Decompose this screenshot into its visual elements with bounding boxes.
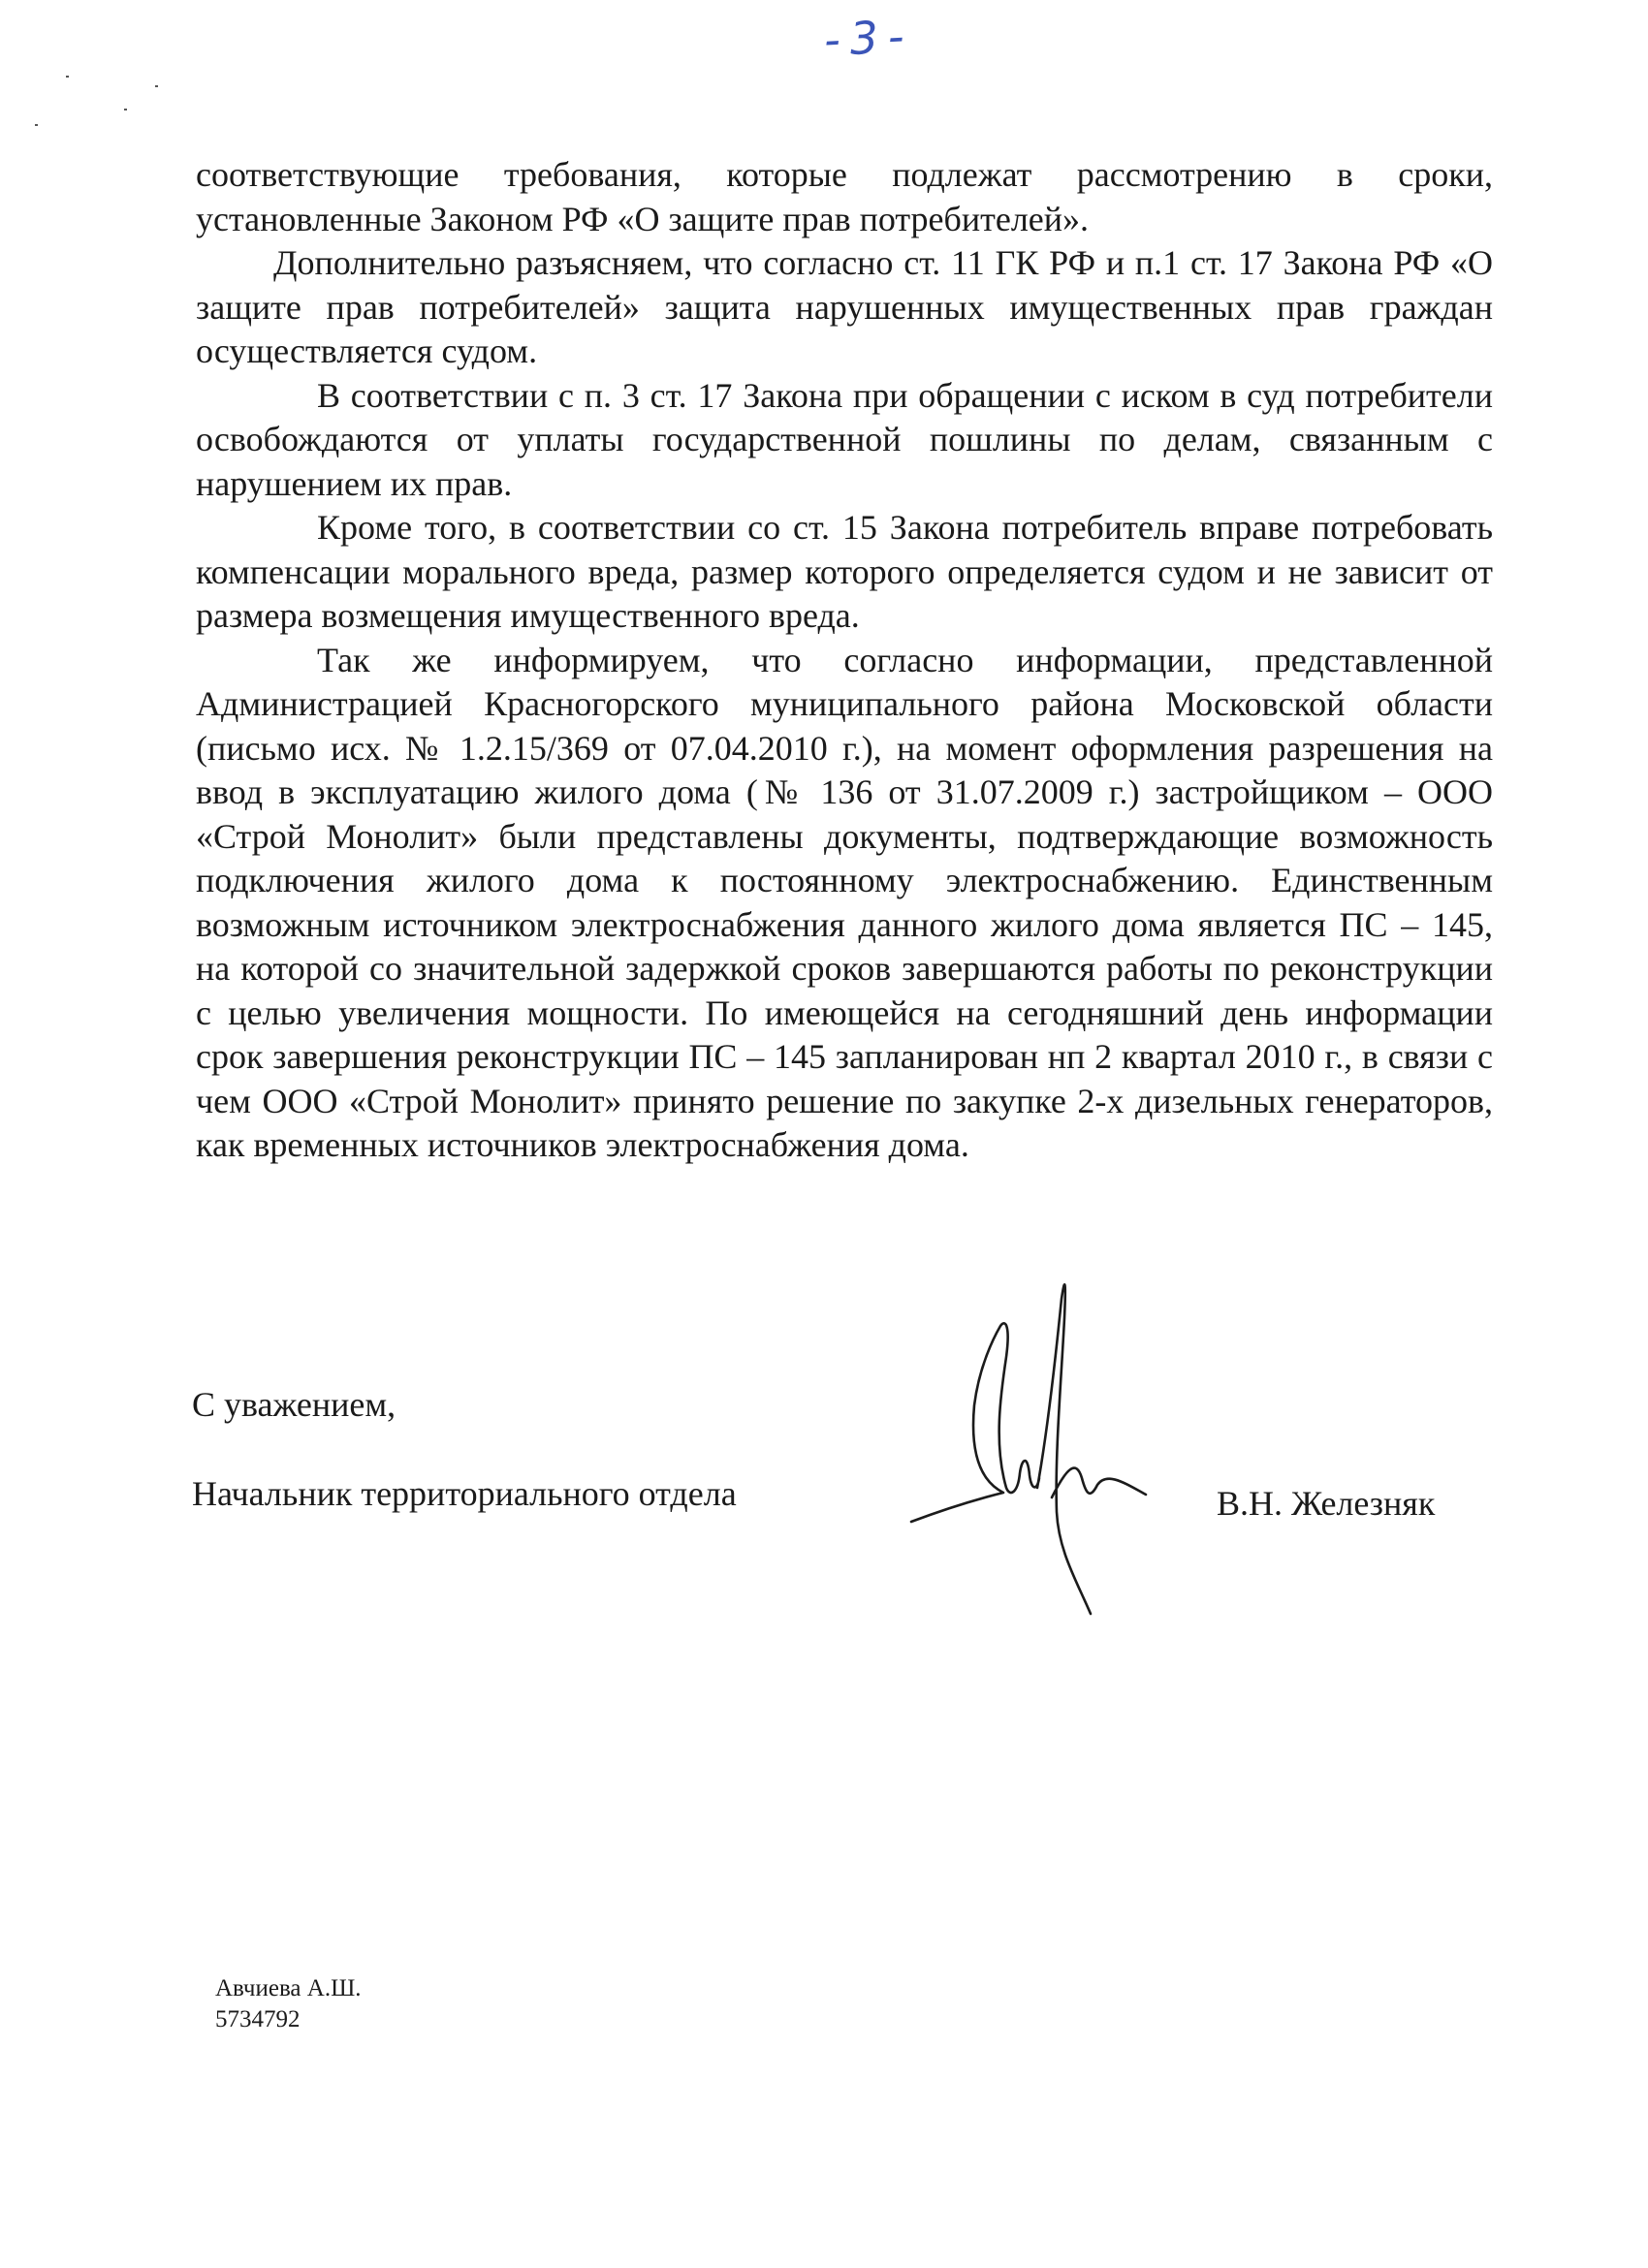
page-number: -3-: [822, 9, 915, 67]
closing-salutation: С уважением,: [192, 1385, 396, 1424]
paragraph-5: Так же информируем, что согласно информации, представленной Администрацией Красногорского муниципального района Московской области (письмо исх. № 1.2.15/369 от 07.04.2010 г.), на момент оформления разрешения на ввод в эксплуатацию жилого дома (№ 136 от 31.07.2009 г.) застройщиком – ООО «Строй Монолит» были представлены документы, подтверждающие возможность подключения жилого дома к постоянному электроснабжению. Единственным возможным источником электроснабжения данного жилого дома является ПС – 145, на которой со значительной задержкой сроков завершаются работы по реконструкции с целью увеличения мощности. По имеющейся на сегодняшний день информации срок завершения реконструкции ПС – 145 запланирован нп 2 квартал 2010 г., в связи с чем ООО «Строй Монолит» принято решение по закупке 2-х дизельных генераторов, как временных источников электроснабжения дома.: [196, 640, 1493, 1164]
signer-name: В.Н. Железняк: [1217, 1484, 1436, 1523]
signature-icon: [892, 1260, 1183, 1628]
scan-speck: [155, 85, 158, 87]
paragraph-3: В соответствии с п. 3 ст. 17 Закона при обращении с иском в суд потребители освобождаются от уплаты государственной пошлины по делам, связанным с нарушением их прав.: [196, 375, 1493, 503]
scan-speck: [124, 109, 127, 110]
paragraph-2: Дополнительно разъясняем, что согласно ст. 11 ГК РФ и п.1 ст. 17 Закона РФ «О защите прав потребителей» защита нарушенных имущественных прав граждан осуществляется судом.: [196, 243, 1493, 370]
executor-block: [215, 1973, 362, 2035]
paragraph-4: Кроме того, в соответствии со ст. 15 Закона потребитель вправе потребовать компенсации морального вреда, размер которого определяется судом и не зависит от размера возмещения имущественного вреда.: [196, 508, 1493, 635]
scan-speck: [66, 76, 69, 78]
scan-speck: [35, 124, 38, 126]
executor-phone: 5734792: [215, 2006, 301, 2032]
letter-body: [196, 153, 1493, 1168]
signer-position: Начальник территориального отдела: [192, 1474, 737, 1513]
paragraph-1: соответствующие требования, которые подлежат рассмотрению в сроки, установленные Законом РФ «О защите прав потребителей».: [196, 155, 1493, 238]
executor-name: Авчиева А.Ш.: [215, 1975, 362, 2001]
